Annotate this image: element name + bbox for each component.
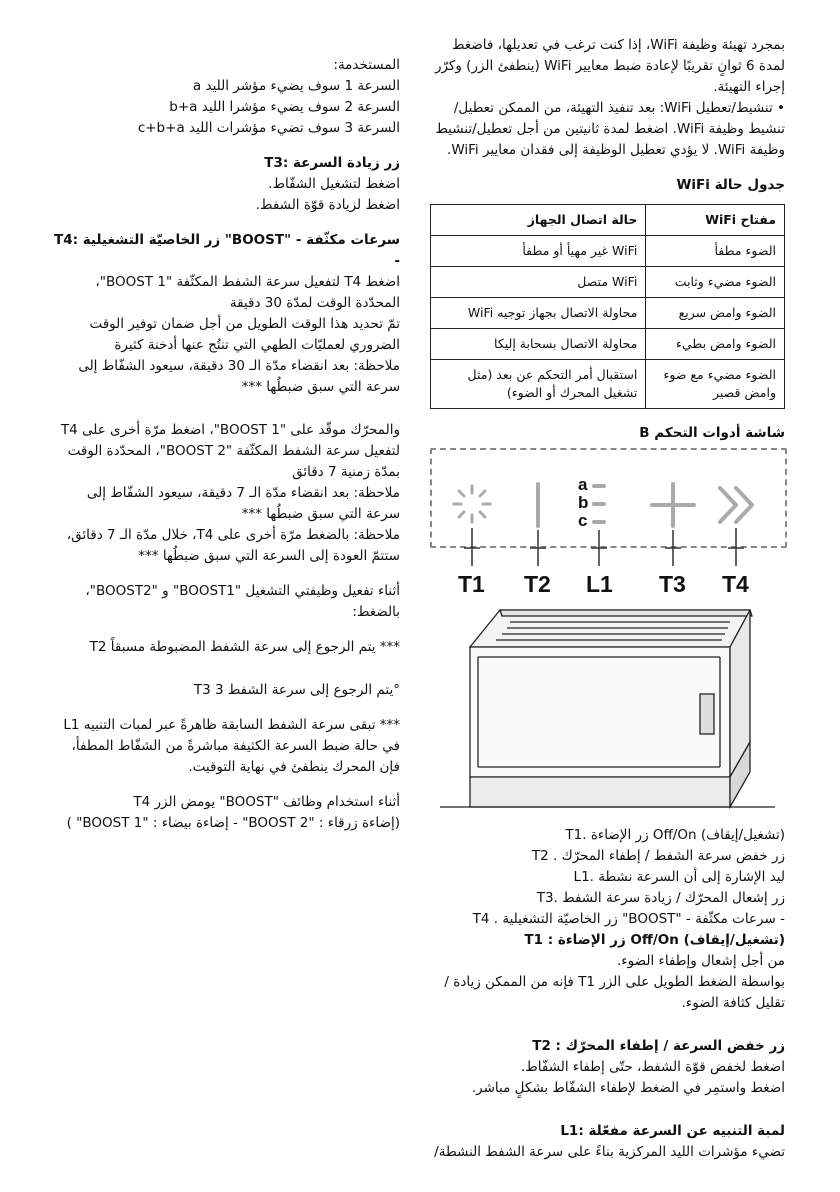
spacer (430, 1014, 785, 1036)
table-cell: استقبال أمر التحكم عن بعد (مثل تشغيل المحرك أو الضوء) (431, 360, 646, 409)
table-row (431, 236, 785, 267)
paragraph: ملاحظة: بعد انقضاء مدّة الـ 7 دقيقة، سيعود الشفّاط إلى سرعة التي سبق ضبطُها *** (86, 485, 400, 522)
table-cell: WiFi متصل (431, 267, 646, 298)
spacer (50, 567, 400, 581)
paragraph: تضيء مؤشرات الليد المركزية بناءً على سرعة الشفط النشطة/ (434, 1144, 785, 1160)
led-letter: a (578, 475, 588, 494)
paragraph: اضغط واستمِر في الضغط لإطفاء الشفّاط بشكلٍ مباشر. (471, 1080, 785, 1096)
table-row (431, 298, 785, 329)
paragraph: اضغط لتشغيل الشفّاط. (268, 176, 400, 192)
paragraph: T2 يتم الرجوع إلى سرعة الشفط المضبوطة مسبقاً *** (89, 639, 400, 655)
section-heading: L1: لمبة التنبيه عن السرعة مفعّلة (560, 1123, 785, 1139)
paragraph: ( "BOOST 1" : إضاءة بيضاء - "BOOST 2" : إضاءة زرقاء) (66, 815, 400, 831)
section-heading: T1 : زر الإضاءة Off/On (تشغيل/إيقاف) (524, 932, 785, 948)
paragraph: *** تبقى سرعة الشفط السابقة ظاهرةً عبر لمبات التنبيه L1 في حالة ضبط السرعة الكثيفة مباشرةً من الشفّاط المطفأ، فإن المحرك ينطفئ في نهاية التوقيت. (63, 717, 400, 775)
boost-chevrons-icon (720, 488, 752, 522)
controls-description (430, 825, 785, 1163)
wifi-reset-text (430, 35, 785, 161)
section-heading: T3: زر زيادة السرعة (264, 155, 400, 171)
paragraph: السرعة 2 سوف يضيء مؤشرا الليد b+a (169, 99, 400, 115)
paragraph: من أجل إشعال وإطفاء الضوء. (617, 953, 785, 969)
wifi-table-header: مفتاح WiFi (646, 205, 785, 236)
table-cell: الضوء مضيء مع ضوء وامض قصير (646, 360, 785, 409)
wifi-table-title: جدول حالة WiFi (676, 177, 785, 193)
paragraph: T3. زر إشعال المحرّك / زيادة سرعة الشفط (536, 890, 785, 906)
paragraph: اضغط T4 لتفعيل سرعة الشفط المكثّفة "BOOST 1"، المحدّدة الوقت لمدّة 30 دقيقة (95, 274, 400, 311)
table-cell: الضوء مضيء وثابت (646, 267, 785, 298)
paragraph: T3 يتم الرجوع إلى سرعة الشفط 3° (193, 682, 400, 698)
label-t4: T4 (722, 571, 749, 597)
left-column (50, 55, 400, 834)
table-cell: محاولة الاتصال بسحابة إليكا (431, 329, 646, 360)
spacer (50, 623, 400, 637)
control-panel-diagram (430, 448, 785, 596)
paragraph: السرعة 1 سوف يضيء مؤشر الليد a (192, 78, 400, 94)
paragraph: L1. ليد الإشارة إلى أن السرعة نشطة (573, 869, 785, 885)
paragraph: ملاحظة: بالضغط مرّة أخرى على T4، خلال مدّة الـ 7 دقائق، ستتمّ العودة إلى السرعة التي سبق ضبطُها *** (66, 527, 400, 564)
table-row (431, 267, 785, 298)
spacer (50, 778, 400, 792)
label-t2: T2 (524, 571, 551, 597)
table-cell: WiFi غير مهيأ أو مطفأ (431, 236, 646, 267)
table-row (431, 360, 785, 409)
wifi-status-table (430, 204, 785, 409)
table-cell: محاولة الاتصال بجهاز توجيه WiFi (431, 298, 646, 329)
paragraph: • تنشيط/تعطيل WiFi: بعد تنفيذ التهيئة، من الممكن تعطيل/تنشيط وظيفة WiFi. اضغط لمدة ثانيتين من أجل تعطيل/تنشيط وظيفة WiFi. لا يؤدي تعطيل الوظيفة إلى فقدان معايير WiFi. (435, 100, 785, 158)
wifi-table-header: حالة اتصال الجهاز (431, 205, 646, 236)
led-letter: b (578, 493, 589, 512)
paragraph: بواسطة الضغط الطويل على الزر T1 فإنه من الممكن زيادة / تقليل كثافة الضوء. (444, 974, 785, 1011)
table-cell: الضوء مطفأ (646, 236, 785, 267)
paragraph: تمّ تحديد هذا الوقت الطويل من أجل ضمان توفير الوقت الضروري لعمليّات الطهي التي تنتُج عنها أدخنة كثيرة (89, 316, 400, 353)
paragraph: T1. زر الإضاءة Off/On (تشغيل/إيقاف) (565, 827, 785, 843)
right-column (430, 35, 785, 819)
spacer (50, 658, 400, 680)
spacer (50, 398, 400, 420)
spacer (430, 1099, 785, 1121)
wifi-table-body (431, 236, 785, 409)
table-cell: الضوء وامض بطيء (646, 329, 785, 360)
table-row (431, 329, 785, 360)
paragraph: أثناء استخدام وظائف "BOOST" يومض الزر T4 (133, 794, 400, 810)
paragraph: السرعة 3 سوف تضيء مؤشرات الليد c+b+a (137, 120, 400, 136)
table-cell: الضوء وامض سريع (646, 298, 785, 329)
paragraph: اضغط لخفض قوّة الشفط، حتّى إطفاء الشفّاط. (521, 1059, 785, 1075)
section-heading: T4: زر الخاصيّة التشغيلية "BOOST" - سرعات مكثّفة - (54, 232, 400, 269)
plus-icon (652, 484, 694, 526)
label-l1: L1 (586, 571, 613, 597)
spacer (50, 216, 400, 230)
spacer (50, 701, 400, 715)
spacer (50, 139, 400, 153)
paragraph: اضغط لزيادة قوّة الشفط. (255, 197, 400, 213)
paragraph: أثناء تفعيل وظيفتي التشغيل "BOOST1" و "BOOST2"، بالضغط: (85, 583, 400, 620)
paragraph: بمجرد تهيئة وظيفة WiFi، إذا كنت ترغب في تعديلها، فاضغط لمدة 6 ثوانٍ تقريبًا لإعادة ضبط معايير WiFi (ينطفئ الزر) وكرّر إجراء التهيئة. (434, 37, 785, 95)
hood-illustration (430, 602, 785, 812)
paragraph: ملاحظة: بعد انقضاء مدّة الـ 30 دقيقة، سيعود الشفّاط إلى سرعة التي سبق ضبطُها *** (78, 358, 400, 395)
paragraph: والمحرّك موقّد على "BOOST 1"، اضغط مرّة أخرى على T4 لتفعيل سرعة الشفط المكثّفة "BOOST 2"، المحدّدة الوقت بمدّة زمنية 7 دقائق (60, 422, 400, 480)
label-t1: T1 (458, 571, 485, 597)
light-icon (454, 486, 490, 522)
section-heading: T2 : زر خفض السرعة / إطفاء المحرّك (532, 1038, 785, 1054)
led-letter: c (578, 511, 588, 530)
paragraph: T2 . زر خفض سرعة الشفط / إطفاء المحرّك (531, 848, 785, 864)
control-panel-title: شاشة أدوات التحكم B (639, 425, 785, 441)
led-bars-icon (592, 484, 606, 524)
label-t3: T3 (659, 571, 686, 597)
paragraph: T4 . زر الخاصيّة التشغيلية "BOOST" - سرعات مكثّفة - (472, 911, 785, 927)
paragraph: المستخدمة: (333, 57, 400, 73)
